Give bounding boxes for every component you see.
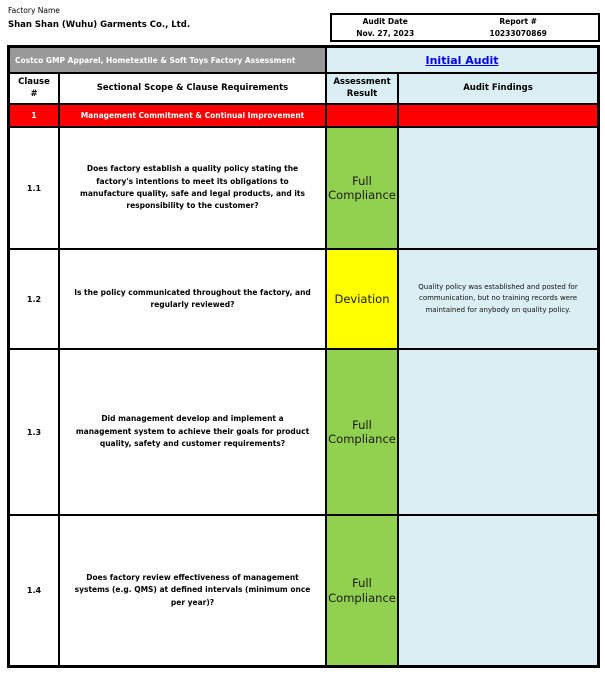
section-clause: 1 [10, 105, 58, 126]
row-requirement: Is the policy communicated throughout the factory, and regularly reviewed? [60, 250, 325, 348]
section-result-cell [327, 105, 397, 126]
header-assessment-result: Assessment Result [327, 74, 397, 103]
row-findings: Quality policy was established and posted for communication, but no training records were maintained for anybody on quality policy. [399, 250, 597, 348]
row-requirement: Does factory establish a quality policy stating the factory's intentions to meet its obligations to manufacture quality, safe and legal products, and its responsibility to the customer? [60, 128, 325, 248]
assessment-table [7, 45, 600, 668]
report-number-value: 10233070869 [489, 28, 547, 38]
row-result: Full Compliance [327, 128, 397, 248]
row-clause: 1.3 [10, 350, 58, 514]
factory-name: Shan Shan (Wuhu) Garments Co., Ltd. [8, 20, 191, 30]
audit-date-block [332, 15, 438, 40]
row-findings [399, 516, 597, 665]
audit-type-cell [327, 48, 597, 72]
audit-date-value: Nov. 27, 2023 [356, 28, 415, 38]
report-number-block [438, 15, 598, 40]
row-result: Full Compliance [327, 350, 397, 514]
row-requirement: Does factory review effectiveness of management systems (e.g. QMS) at defined intervals (minimum once per year)? [60, 516, 325, 665]
header-requirements: Sectional Scope & Clause Requirements [60, 74, 325, 103]
row-clause: 1.4 [10, 516, 58, 665]
section-title: Management Commitment & Continual Improvement [60, 105, 325, 126]
header-audit-findings: Audit Findings [399, 74, 597, 103]
row-requirement: Did management develop and implement a management system to achieve their goals for product quality, safety and customer requirements? [60, 350, 325, 514]
factory-name-label: Factory Name [8, 6, 60, 15]
row-result: Deviation [327, 250, 397, 348]
header-clause: Clause # [10, 74, 58, 103]
assessment-title-banner: Costco GMP Apparel, Hometextile & Soft Toys Factory Assessment [10, 48, 325, 72]
row-findings [399, 350, 597, 514]
audit-info-box [330, 13, 600, 42]
row-findings [399, 128, 597, 248]
row-clause: 1.1 [10, 128, 58, 248]
audit-date-label: Audit Date [362, 17, 408, 27]
section-findings-cell [399, 105, 597, 126]
report-number-label: Report # [499, 17, 537, 27]
initial-audit-link[interactable]: Initial Audit [425, 53, 499, 67]
row-result: Full Compliance [327, 516, 397, 665]
row-clause: 1.2 [10, 250, 58, 348]
